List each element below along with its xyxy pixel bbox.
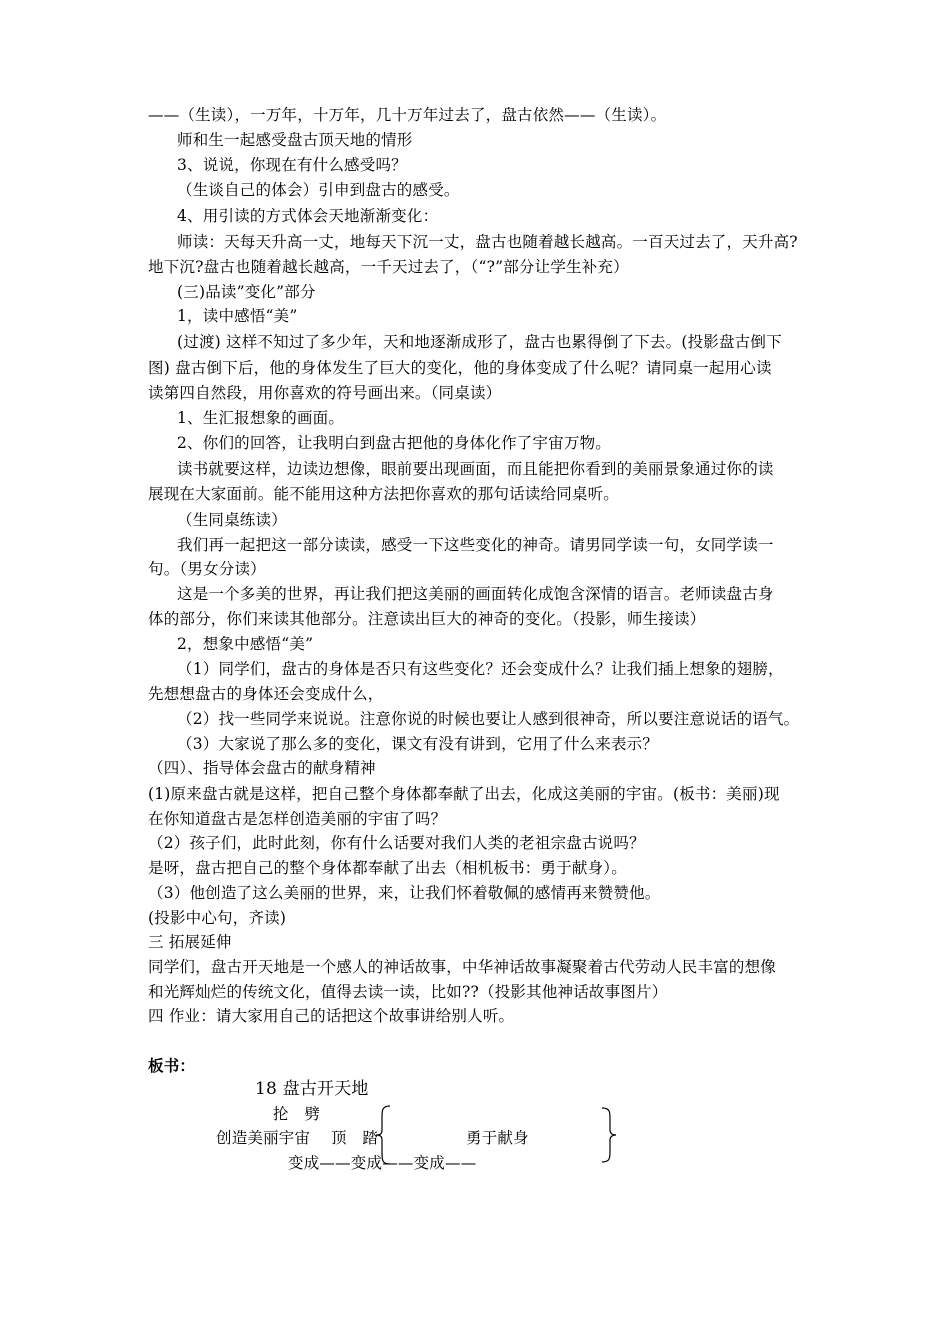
board-title: 18 盘古开天地 (255, 1079, 369, 1099)
text-line: 读书就要这样，边读边想像，眼前要出现画面，而且能把你看到的美丽景象通过你的读 (177, 460, 774, 478)
text-line: （2）找一些同学来说说。注意你说的时候也要让人感到很神奇，所以要注意说话的语气。 (177, 710, 800, 728)
text-line: 师读：天每天升高一丈，地每天下沉一丈，盘古也随着越长越高。一百天过去了，天升高? (177, 233, 798, 251)
text-line: 1，读中感悟“美” (177, 307, 298, 325)
text-line: 3、说说，你现在有什么感受吗？ (177, 156, 407, 174)
board-row-3: 变成——变成——变成—— (288, 1154, 477, 1172)
text-line: 展现在大家面前。能不能用这种方法把你喜欢的那句话读给同桌听。 (148, 485, 620, 503)
text-line: 是呀，盘古把自己的整个身体都奉献了出去（相机板书：勇于献身）。 (148, 859, 627, 877)
text-line: （3）他创造了这么美丽的世界，来，让我们怀着敬佩的感情再来赞赞他。 (148, 884, 661, 902)
text-line: 同学们，盘古开天地是一个感人的神话故事，中华神话故事凝聚着古代劳动人民丰富的想像 (148, 958, 777, 976)
text-line: 我们再一起把这一部分读读，感受一下这些变化的神奇。请男同学读一句，女同学读一 (177, 536, 774, 554)
board-row-2-right: 勇于献身 (466, 1129, 529, 1147)
text-line: (1)原来盘古就是这样，把自己整个身体都奉献了出去，化成这美丽的宇宙。(板书：美丽)现 (148, 785, 780, 803)
text-line: （3）大家说了那么多的变化，课文有没有讲到，它用了什么来表示？ (177, 735, 659, 753)
text-line: (过渡) 这样不知过了多少年，天和地逐渐成形了，盘古也累得倒了下去。(投影盘古倒下 (177, 333, 782, 351)
text-line: (三)品读”变化”部分 (177, 283, 316, 301)
text-line: (投影中心句，齐读) (148, 909, 287, 927)
section-heading: 三 拓展延伸 (148, 933, 232, 951)
text-line: （2）孩子们，此时此刻，你有什么话要对我们人类的老祖宗盘古说吗？ (148, 834, 645, 852)
text-line: （四）、指导体会盘古的献身精神 (148, 759, 376, 777)
text-line: ——（生读），一万年，十万年，几十万年过去了，盘古依然——（生读）。 (148, 106, 667, 124)
board-row-2-left: 创造美丽宇宙 顶 踏 (216, 1129, 379, 1147)
text-line: 这是一个多美的世界，再让我们把这美丽的画面转化成饱含深情的语言。老师读盘古身 (177, 585, 774, 603)
text-line: 图) 盘古倒下后，他的身体发生了巨大的变化，他的身体变成了什么呢？请同桌一起用心读 (148, 359, 772, 377)
board-heading: 板书： (148, 1056, 196, 1075)
text-line: 2、你们的回答，让我明白到盘古把他的身体化作了宇宙万物。 (177, 434, 611, 452)
text-line: 体的部分，你们来读其他部分。注意读出巨大的神奇的变化。（投影，师生接读） (148, 610, 706, 628)
text-line: 读第四自然段，用你喜欢的符号画出来。（同桌读） (148, 384, 502, 402)
text-line: 1、生汇报想象的画面。 (177, 409, 345, 427)
text-line: 句。（男女分读） (148, 560, 266, 578)
right-brace (598, 1106, 618, 1164)
text-line: 4、用引读的方式体会天地渐渐变化： (177, 207, 439, 225)
text-line: 先想想盘古的身体还会变成什么， (148, 685, 384, 703)
text-line: 师和生一起感受盘古顶天地的情形 (177, 131, 413, 149)
text-line: 在你知道盘古是怎样创造美丽的宇宙了吗？ (148, 810, 447, 828)
left-brace (374, 1104, 394, 1166)
text-line: 四 作业：请大家用自己的话把这个故事讲给别人听。 (148, 1007, 515, 1025)
text-line: 和光辉灿烂的传统文化，值得去读一读，比如??（投影其他神话故事图片） (148, 983, 668, 1001)
text-line: （1）同学们，盘古的身体是否只有这些变化？还会变成什么？让我们插上想象的翅膀， (177, 660, 784, 678)
text-line: 地下沉?盘古也随着越长越高，一千天过去了，（“?”部分让学生补充） (148, 258, 629, 276)
text-line: （生同桌练读） (177, 511, 287, 529)
board-row-1: 抡 劈 (273, 1105, 321, 1123)
text-line: （生谈自己的体会）引申到盘古的感受。 (177, 181, 460, 199)
text-line: 2，想象中感悟“美” (177, 635, 314, 653)
